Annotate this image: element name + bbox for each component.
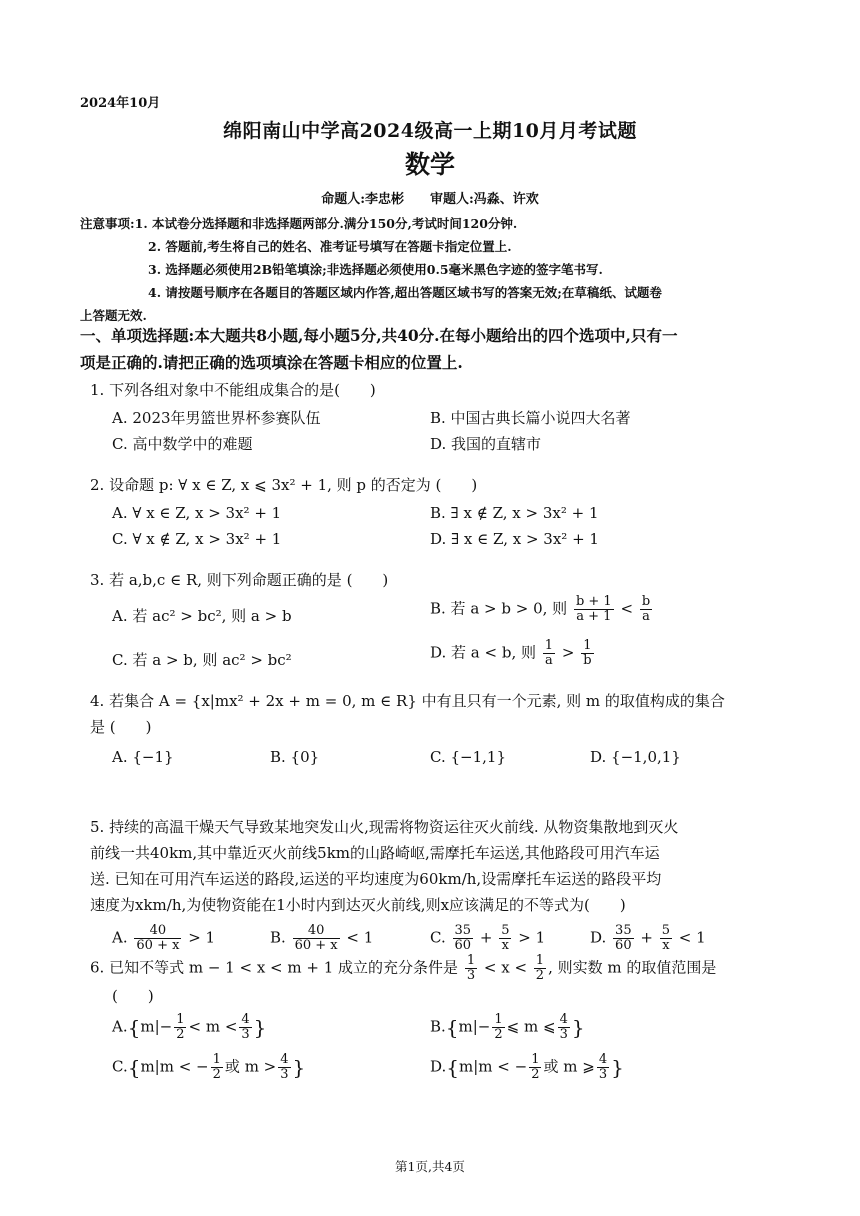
exam-authors: 命题人:李忠彬 审题人:冯淼、许欢 [321, 192, 539, 207]
question-3-option-b-fraction-1: $\frac{b + 1}{a + 1}$ [575, 594, 612, 624]
question-5-option-c-fraction-1: $\frac{35}{60}$ [454, 923, 472, 953]
section-line-1: 一、单项选择题:本大题共8小题,每小题5分,共40分.在每小题给出的四个选项中,只有一 [80, 326, 678, 345]
section-heading [80, 322, 780, 376]
question-5-option-b [270, 924, 373, 953]
question-5-option-b-relation: < 1 [346, 928, 374, 947]
question-4 [90, 688, 790, 770]
question-6-stem-prefix: 6. 已知不等式 m − 1 < x < m + 1 成立的充分条件是 [90, 958, 459, 977]
question-5-option-d-fraction-2: $\frac{5}{x}$ [661, 923, 671, 953]
question-5-option-d-relation: < 1 [678, 928, 706, 947]
note-item-2: 2. 答题前,考生将自己的姓名、准考证号填写在答题卡指定位置上. [148, 239, 512, 254]
question-5-stem-line-2: 前线一共40km,其中靠近灭火前线5km的山路崎岖,需摩托车运送,其他路段可用汽车运 [90, 844, 660, 862]
question-3-option-c: C. 若 a > b, 则 ac² > bc² [112, 651, 292, 669]
question-6-option-a-label: A. [112, 1017, 128, 1036]
question-6-option-d-fraction-1: $\frac{1}{2}$ [531, 1052, 540, 1082]
question-5-stem-line-4: 速度为xkm/h,为使物资能在1小时内到达灭火前线,则x应该满足的不等式为( ) [90, 896, 626, 914]
question-6-option-c-label: C. [112, 1057, 128, 1076]
question-6-option-d-brace-open: { [446, 1055, 459, 1080]
question-6-option-b-fraction-1: $\frac{1}{2}$ [494, 1012, 503, 1042]
question-6-option-b-part-2: ⩽ m ⩽ [506, 1017, 556, 1036]
exam-subject: 数学 [404, 150, 455, 179]
question-5-option-a-relation: > 1 [188, 928, 216, 947]
question-6-stem-fraction-2: $\frac{1}{2}$ [535, 953, 545, 983]
question-6-option-c-fraction-1: $\frac{1}{2}$ [212, 1052, 221, 1082]
question-6-options [112, 1009, 790, 1099]
question-6-option-a-part-1: m|− [140, 1017, 173, 1036]
question-4-stem-line-1: 4. 若集合 A = {x|mx² + 2x + m = 0, m ∈ R} 中有且只有一个元素, 则 m 的取值构成的集合 [90, 692, 725, 710]
question-6-option-a-fraction-1: $\frac{1}{2}$ [176, 1012, 185, 1042]
question-3-option-a: A. 若 ac² > bc², 则 a > b [112, 607, 292, 625]
question-5-option-c-relation: > 1 [518, 928, 546, 947]
question-2 [90, 472, 790, 554]
question-6-option-d [430, 1053, 624, 1082]
question-4-option-d: D. {−1,0,1} [590, 748, 681, 766]
question-6-stem-suffix: , 则实数 m 的取值范围是 [548, 958, 717, 977]
question-5-stem-line-1: 5. 持续的高温干燥天气导致某地突发山火,现需将物资运往灭火前线. 从物资集散地到灭火 [90, 818, 679, 836]
question-3-option-d [430, 639, 596, 668]
question-3-stem: 3. 若 a,b,c ∈ R, 则下列命题正确的是 ( ) [90, 571, 389, 589]
question-6-option-a-fraction-2: $\frac{4}{3}$ [241, 1012, 250, 1042]
question-6-stem-line-2: ( ) [112, 987, 154, 1005]
question-6-option-a-brace-close: } [253, 1015, 267, 1040]
question-6-option-b-label: B. [430, 1017, 446, 1036]
question-5-option-d-label: D. [590, 928, 607, 947]
question-1-stem: 1. 下列各组对象中不能组成集合的是( ) [90, 381, 376, 399]
question-2-options [112, 498, 790, 554]
question-6-option-a [112, 1013, 266, 1042]
question-6-stem-fraction-1: $\frac{1}{3}$ [466, 953, 476, 983]
question-3-option-d-fraction-2: $\frac{1}{b}$ [583, 638, 592, 668]
question-2-option-a: A. ∀ x ∈ Z, x > 3x² + 1 [112, 504, 282, 522]
question-2-stem: 2. 设命题 p: ∀ x ∈ Z, x ⩽ 3x² + 1, 则 p 的否定为 ( ) [90, 476, 478, 494]
question-3-options [112, 593, 790, 693]
notes-label: 注意事项: [80, 216, 135, 231]
question-5-option-d-fraction-1: $\frac{35}{60}$ [615, 923, 632, 953]
question-6-option-d-part-1: m|m < − [459, 1057, 528, 1076]
question-5-option-c-plus: + [479, 928, 493, 947]
question-4-option-a: A. {−1} [112, 748, 174, 766]
question-5-option-b-fraction: $\frac{40}{60 + x}$ [294, 923, 338, 953]
question-1-option-d: D. 我国的直辖市 [430, 435, 542, 453]
question-5-option-d [590, 924, 706, 953]
question-5-option-d-plus: + [640, 928, 653, 947]
question-3 [90, 567, 790, 693]
question-6-option-d-label: D. [430, 1057, 447, 1076]
question-6-option-b-fraction-2: $\frac{4}{3}$ [559, 1012, 568, 1042]
question-1-option-c: C. 高中数学中的难题 [112, 435, 253, 453]
page-footer: 第1页,共4页 [395, 1159, 465, 1174]
question-6-option-b-brace-open: { [445, 1015, 459, 1040]
question-3-option-b [430, 595, 654, 624]
question-4-options [112, 740, 790, 770]
exam-date: 2024年10月 [80, 96, 161, 111]
note-item-3: 3. 选择题必须使用2B铅笔填涂;非选择题必须使用0.5毫米黑色字迹的签字笔书写. [148, 262, 603, 277]
question-6-option-c-brace-close: } [292, 1055, 306, 1080]
question-5-option-c-label: C. [430, 928, 446, 947]
question-6 [90, 954, 790, 1099]
question-2-option-b: B. ∃ x ∉ Z, x > 3x² + 1 [430, 504, 599, 522]
question-6-option-c [112, 1053, 305, 1082]
question-6-option-d-part-2: 或 m ⩾ [543, 1057, 595, 1076]
question-5-option-a [112, 924, 215, 953]
question-5-option-b-label: B. [270, 928, 286, 947]
question-6-option-b [430, 1013, 585, 1042]
question-6-option-c-part-1: m|m < − [140, 1057, 209, 1076]
question-6-option-c-fraction-2: $\frac{4}{3}$ [280, 1052, 289, 1082]
question-3-option-b-prefix: B. 若 a > b > 0, 则 [430, 599, 568, 618]
question-4-option-c: C. {−1,1} [430, 748, 506, 766]
note-item-1: 1. 本试卷分选择题和非选择题两部分.满分150分,考试时间120分钟. [134, 216, 518, 231]
question-6-option-a-brace-open: { [127, 1015, 141, 1040]
notes-row-1 [80, 212, 780, 235]
question-2-option-d: D. ∃ x ∈ Z, x > 3x² + 1 [430, 530, 599, 548]
note-item-5: 上答题无效. [80, 308, 147, 323]
question-5-option-a-fraction: $\frac{40}{60 + x}$ [136, 923, 180, 953]
question-6-option-c-part-2: 或 m > [224, 1057, 277, 1076]
question-3-option-b-relation: < [620, 599, 634, 618]
question-1-options [112, 403, 790, 459]
question-6-option-b-brace-close: } [571, 1015, 585, 1040]
question-3-option-d-fraction-1: $\frac{1}{a}$ [544, 638, 554, 668]
exam-title: 绵阳南山中学高2024级高一上期10月月考试题 [223, 120, 637, 142]
question-5-option-a-label: A. [112, 928, 128, 947]
section-line-2: 项是正确的.请把正确的选项填涂在答题卡相应的位置上. [80, 353, 463, 372]
notes-block [80, 212, 780, 327]
question-3-option-b-fraction-2: $\frac{b}{a}$ [641, 594, 651, 624]
question-5 [90, 814, 790, 962]
question-4-stem-line-2: 是 ( ) [90, 718, 152, 736]
question-4-option-b: B. {0} [270, 748, 320, 766]
note-item-4: 4. 请按题号顺序在各题目的答题区域内作答,超出答题区域书写的答案无效;在草稿纸、试题卷 [148, 285, 662, 300]
question-1-option-b: B. 中国古典长篇小说四大名著 [430, 409, 631, 427]
question-5-option-c [430, 924, 545, 953]
question-1-option-a: A. 2023年男篮世界杯参赛队伍 [112, 409, 321, 427]
question-3-option-d-relation: > [561, 643, 575, 662]
question-6-option-d-fraction-2: $\frac{4}{3}$ [598, 1052, 608, 1082]
question-2-option-c: C. ∀ x ∉ Z, x > 3x² + 1 [112, 530, 282, 548]
question-6-option-c-brace-open: { [127, 1055, 141, 1080]
question-6-stem-line-1 [90, 954, 790, 983]
question-6-option-d-brace-close: } [611, 1055, 624, 1080]
question-6-option-a-part-2: < m < [188, 1017, 238, 1036]
question-3-option-d-prefix: D. 若 a < b, 则 [430, 643, 536, 662]
question-5-option-c-fraction-2: $\frac{5}{x}$ [501, 923, 510, 953]
question-1 [90, 377, 790, 459]
question-5-stem-line-3: 送. 已知在可用汽车运送的路段,运送的平均速度为60km/h,设需摩托车运送的路段平均 [90, 870, 662, 888]
question-6-option-b-part-1: m|− [458, 1017, 491, 1036]
question-6-stem-middle: < x < [483, 958, 528, 977]
